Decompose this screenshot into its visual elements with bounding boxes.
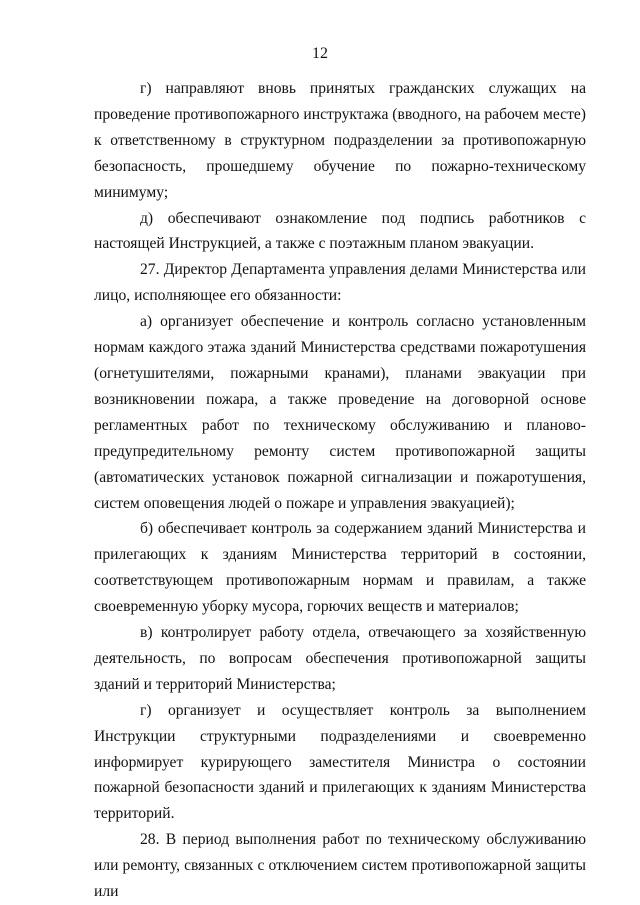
paragraph-26d: д) обеспечивают ознакомление под подпись работников с настоящей Инструкцией, а также с поэтажным планом эвакуации. — [94, 209, 586, 253]
paragraph-28: 28. В период выполнения работ по техническому обслуживанию или ремонту, связанных с отключением систем противопожарной защиты или — [94, 831, 586, 901]
document-body — [94, 76, 586, 905]
paragraph-27v: в) контролирует работу отдела, отвечающего за хозяйственную деятельность, по вопросам обеспечения противопожарной защиты зданий и территорий Министерства; — [94, 624, 586, 693]
paragraph-27a: а) организует обеспечение и контроль согласно установленным нормам каждого этажа зданий Министерства средствами пожаротушения (огнетушителями, пожарными кранами), планами эвакуации при возникновении пожара, а также проведение на договорной основе регламентных работ по техническому обслуживанию и планово-предупредительному ремонту систем противопожарной защиты (автоматических установок пожарной сигнализации и пожаротушения, систем оповещения людей о пожаре и управления эвакуацией); — [94, 313, 586, 512]
paragraph-27: 27. Директор Департамента управления делами Министерства или лицо, исполняющее его обязанности: — [94, 261, 586, 305]
paragraph-26g: г) направляют вновь принятых гражданских служащих на проведение противопожарного инструктажа (вводного, на рабочем месте) к ответственному в структурном подразделении за противопожарную безопасность, прошедшему обучение по пожарно-техническому минимуму; — [94, 80, 586, 201]
paragraph-27b: б) обеспечивает контроль за содержанием зданий Министерства и прилегающих к зданиям Министерства территорий в состоянии, соответствующем противопожарным нормам и правилам, а также своевременную уборку мусора, горючих веществ и материалов; — [94, 520, 586, 616]
page-number: 12 — [312, 45, 328, 62]
paragraph-27g: г) организует и осуществляет контроль за выполнением Инструкции структурными подразделениями и своевременно информирует курирующего заместителя Министра о состоянии пожарной безопасности зданий и прилегающих к зданиям Министерства территорий. — [94, 701, 586, 823]
